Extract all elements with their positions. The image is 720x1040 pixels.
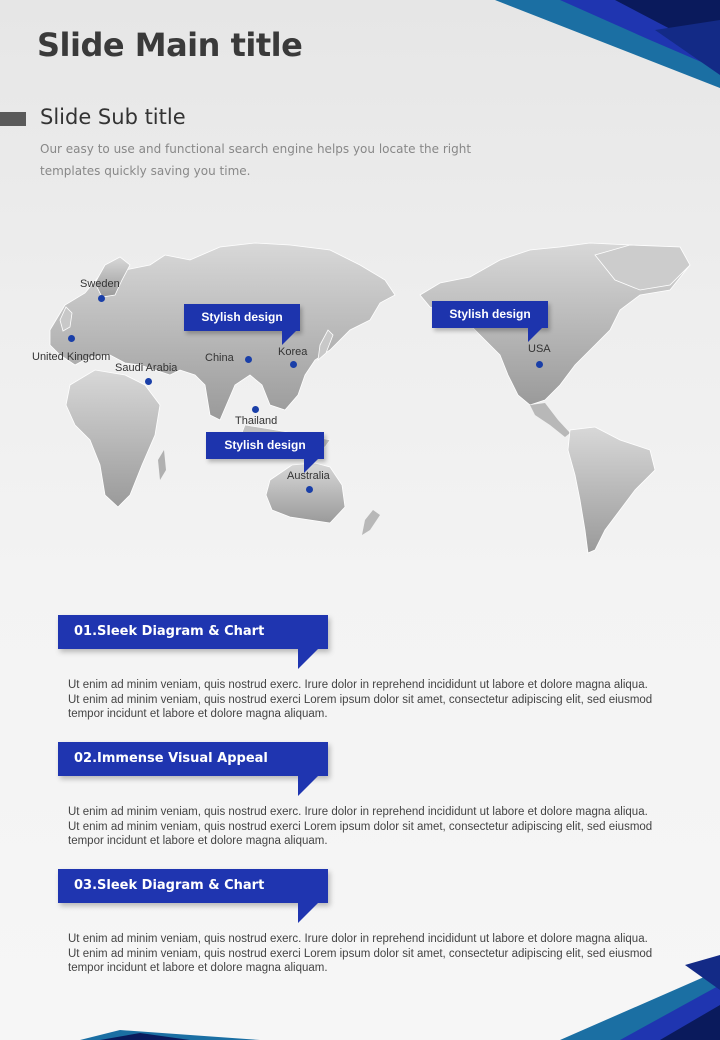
pin-dot-australia[interactable] <box>306 486 313 493</box>
pin-label-united-kingdom: United Kingdom <box>32 351 111 363</box>
page-title: Slide Main title <box>37 26 303 64</box>
pin-dot-china[interactable] <box>245 356 252 363</box>
section-3-text: Ut enim ad minim veniam, quis nostrud exerc. Irure dolor in reprehend incididunt ut labore et dolore magna aliqua. Ut enim ad minim veniam, quis nostrud exerci Lorem ipsum dolor sit amet, consectetur adipiscing elit, sed eiusmod tempor incidunt et labore et dolore magna aliquam. <box>68 933 653 974</box>
map-callout-asia-tail <box>282 331 296 345</box>
world-map <box>30 235 710 565</box>
map-callout-usa: Stylish design <box>432 301 548 328</box>
top-right-corner-decoration <box>400 0 720 90</box>
section-2-text: Ut enim ad minim veniam, quis nostrud exerc. Irure dolor in reprehend incididunt ut labore et dolore magna aliqua. Ut enim ad minim veniam, quis nostrud exerci Lorem ipsum dolor sit amet, consectetur adipiscing elit, sed eiusmod tempor incidunt et labore et dolore magna aliquam. <box>68 806 653 847</box>
pin-label-saudi-arabia: Saudi Arabia <box>115 362 178 374</box>
section-2-heading: 02.Immense Visual Appeal <box>74 751 268 766</box>
pin-dot-saudi-arabia[interactable] <box>145 378 152 385</box>
pin-label-china: China <box>205 352 234 364</box>
madagascar-landmass <box>158 450 166 480</box>
pin-label-australia: Australia <box>287 470 330 482</box>
pin-dot-usa[interactable] <box>536 361 543 368</box>
pin-dot-thailand[interactable] <box>252 406 259 413</box>
pin-label-sweden: Sweden <box>80 278 120 290</box>
pin-dot-sweden[interactable] <box>98 295 105 302</box>
sub-title: Slide Sub title <box>40 105 186 129</box>
section-2-banner <box>58 742 328 776</box>
map-callout-usa-tail <box>528 328 542 342</box>
south-america-landmass <box>568 427 655 553</box>
section-2-banner-tail <box>298 776 318 796</box>
section-1-banner-tail <box>298 649 318 669</box>
intro-text: Our easy to use and functional search engine helps you locate the right templates quickly saving you time. <box>40 142 472 178</box>
section-1-text: Ut enim ad minim veniam, quis nostrud exerc. Irure dolor in reprehend incididunt ut labore et dolore magna aliqua. Ut enim ad minim veniam, quis nostrud exerci Lorem ipsum dolor sit amet, consectetur adipiscing elit, sed eiusmod tempor incidunt et labore et dolore magna aliquam. <box>68 679 653 720</box>
central-america-landmass <box>530 403 570 437</box>
section-1-heading: 01.Sleek Diagram & Chart <box>74 624 265 639</box>
pin-dot-korea[interactable] <box>290 361 297 368</box>
section-3-banner-tail <box>298 903 318 923</box>
section-1-banner <box>58 615 328 649</box>
section-3-banner <box>58 869 328 903</box>
map-callout-asia: Stylish design <box>184 304 300 331</box>
africa-landmass <box>66 370 160 507</box>
pin-dot-united-kingdom[interactable] <box>68 335 75 342</box>
pin-label-usa: USA <box>528 343 551 355</box>
map-callout-oceania-tail <box>304 459 318 473</box>
pin-label-korea: Korea <box>278 346 308 358</box>
section-3-heading: 03.Sleek Diagram & Chart <box>74 878 265 893</box>
new-zealand-landmass <box>362 510 380 535</box>
map-callout-oceania: Stylish design <box>206 432 324 459</box>
sub-title-marker <box>0 112 26 126</box>
bottom-left-corner-decoration <box>80 1028 260 1040</box>
pin-label-thailand: Thailand <box>235 415 278 427</box>
